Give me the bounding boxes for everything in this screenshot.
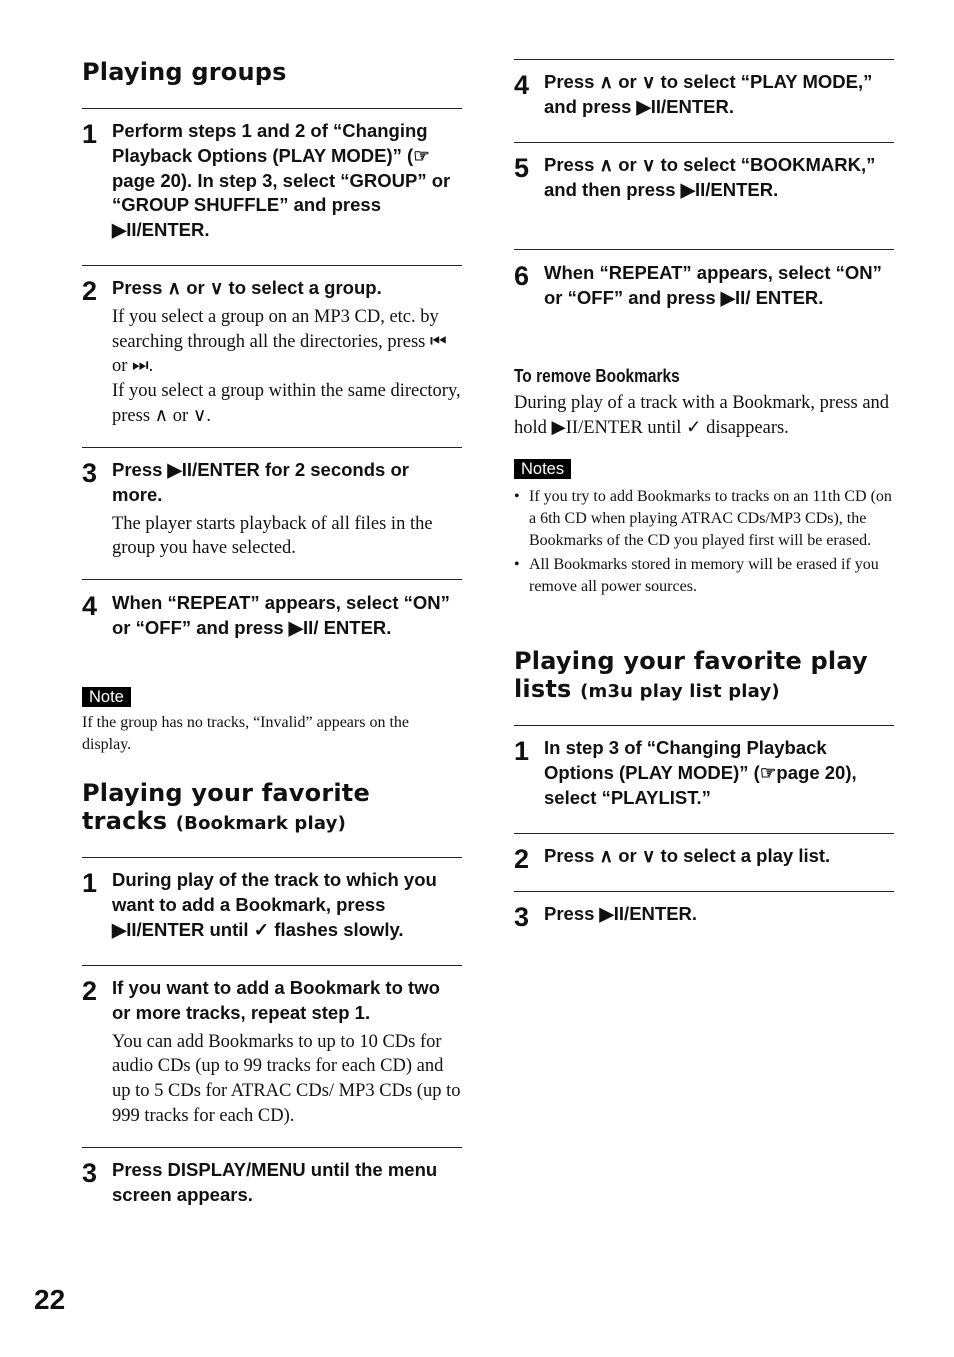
divider (82, 108, 462, 109)
step-number: 4 (82, 591, 98, 621)
page-number: 22 (34, 1284, 66, 1315)
step-number: 2 (514, 844, 530, 874)
divider (514, 833, 894, 834)
divider (82, 857, 462, 858)
groups-step-4 (82, 591, 462, 641)
step-number: 1 (514, 736, 530, 766)
step-instruction: When “REPEAT” appears, select “ON” or “OFF” and press ▶II/ ENTER. (544, 262, 882, 308)
step-description: If you select a group on an MP3 CD, etc. by searching through all the directories, press ⏮ or ⏭. (112, 306, 447, 377)
step-instruction: Press ▶II/ENTER. (544, 903, 698, 924)
note-label: Note (82, 687, 131, 707)
step-instruction: Perform steps 1 and 2 of “Changing Playback Options (PLAY MODE)” (☞ page 20). In step 3, select “GROUP” or “GROUP SHUFFLE” and press ▶II/ENTER. (112, 120, 451, 241)
step-number: 4 (514, 70, 530, 100)
section-title-favorite-tracks (82, 779, 370, 838)
divider (82, 579, 462, 580)
remove-bookmarks-text: During play of a track with a Bookmark, press and hold ▶II/ENTER until ✓ disappears. (514, 393, 890, 438)
remove-bookmarks-heading: To remove Bookmarks (514, 366, 680, 386)
step-number: 2 (82, 976, 98, 1006)
playlists-step-1 (514, 736, 894, 810)
groups-step-3 (82, 458, 462, 561)
groups-step-1 (82, 119, 462, 243)
tracks-step-2 (82, 976, 462, 1129)
title-line: Playing your favorite (82, 779, 370, 807)
divider (514, 249, 894, 250)
divider (514, 891, 894, 892)
divider (82, 1147, 462, 1148)
tracks-step-5 (514, 153, 894, 203)
section-title-playing-groups: Playing groups (82, 58, 287, 86)
step-number: 6 (514, 261, 530, 291)
tracks-step-6 (514, 261, 894, 311)
step-instruction: Press ∧ or ∨ to select “BOOKMARK,” and then press ▶II/ENTER. (544, 154, 876, 200)
step-number: 3 (82, 1158, 98, 1188)
step-instruction: When “REPEAT” appears, select “ON” or “OFF” and press ▶II/ ENTER. (112, 592, 450, 638)
step-number: 1 (82, 868, 98, 898)
title-line: Playing your favorite play (514, 647, 868, 675)
title-subtitle: (m3u play list play) (580, 681, 780, 702)
step-instruction: During play of the track to which you want to add a Bookmark, press ▶II/ENTER until ✓ flashes slowly. (112, 869, 437, 940)
note-text: If the group has no tracks, “Invalid” appears on the display. (82, 714, 409, 753)
divider (514, 725, 894, 726)
step-description: The player starts playback of all files in the group you have selected. (112, 513, 433, 559)
divider (514, 59, 894, 60)
notes-label: Notes (514, 459, 571, 479)
tracks-step-4 (514, 70, 894, 120)
step-instruction: Press ∧ or ∨ to select “PLAY MODE,” and press ▶II/ENTER. (544, 71, 873, 117)
divider (82, 265, 462, 266)
divider (514, 142, 894, 143)
playlists-step-2 (514, 844, 894, 874)
section-title-favorite-play-lists (514, 647, 868, 706)
note-item: • All Bookmarks stored in memory will be erased if you remove all power sources. (514, 554, 894, 598)
step-description: If you select a group within the same directory, press ∧ or ∨. (112, 381, 461, 426)
step-instruction: Press ▶II/ENTER for 2 seconds or more. (112, 459, 409, 505)
step-number: 2 (82, 276, 98, 306)
notes-list (514, 486, 894, 601)
step-number: 5 (514, 153, 530, 183)
playlists-step-3 (514, 902, 894, 932)
step-instruction: In step 3 of “Changing Playback Options (PLAY MODE)” (☞page 20), select “PLAYLIST.” (544, 737, 857, 808)
note-item: • If you try to add Bookmarks to tracks on an 11th CD (on a 6th CD when playing ATRAC CDs/MP3 CDs), the Bookmarks of the CD you played first will be erased. (514, 486, 894, 551)
title-line: tracks (82, 807, 168, 835)
title-line: lists (514, 675, 572, 703)
step-number: 1 (82, 119, 98, 149)
tracks-step-3 (82, 1158, 462, 1208)
title-subtitle: (Bookmark play) (175, 813, 347, 834)
step-instruction: Press DISPLAY/MENU until the menu screen appears. (112, 1159, 438, 1205)
groups-step-2 (82, 276, 462, 429)
step-description: You can add Bookmarks to up to 10 CDs for audio CDs (up to 99 tracks for each CD) and up to 5 CDs for ATRAC CDs/ MP3 CDs (up to 999 tracks for each CD). (112, 1031, 461, 1126)
step-number: 3 (82, 458, 98, 488)
divider (82, 447, 462, 448)
tracks-step-1 (82, 868, 462, 942)
step-instruction: Press ∧ or ∨ to select a group. (112, 277, 382, 298)
step-instruction: If you want to add a Bookmark to two or more tracks, repeat step 1. (112, 977, 440, 1023)
step-instruction: Press ∧ or ∨ to select a play list. (544, 845, 831, 866)
step-number: 3 (514, 902, 530, 932)
divider (82, 965, 462, 966)
